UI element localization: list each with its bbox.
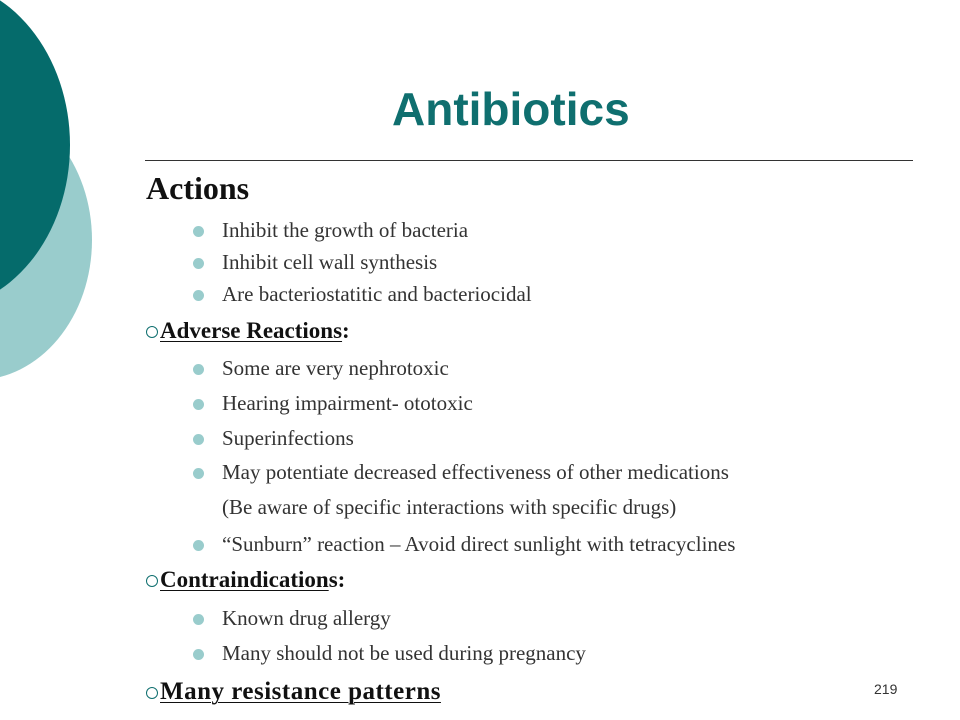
title-divider [145,160,913,161]
contraindications-heading: Contraindications: [146,568,345,591]
bullet-text: Many should not be used during pregnancy [222,641,586,665]
bullet-text: Inhibit the growth of bacteria [222,218,469,242]
bullet-text: Superinfections [222,426,354,450]
list-item [222,608,391,629]
bullet-dot-icon [193,540,204,551]
list-item [222,358,449,379]
list-item [222,643,586,664]
slide-title: Antibiotics [392,83,630,135]
bullet-text: Known drug allergy [222,606,391,630]
list-item [222,252,437,273]
ring-bullet-icon [146,326,158,338]
page-number: 219 [874,681,898,697]
ring-bullet-icon [146,575,158,587]
bullet-dot-icon [193,399,204,410]
bullet-dot-icon [193,614,204,625]
list-item [222,220,468,241]
resistance-heading: Many resistance patterns [146,679,441,704]
bullet-text: Some are very nephrotoxic [222,356,449,380]
bullet-dot-icon [193,258,204,269]
bullet-dot-icon [193,290,204,301]
bullet-dot-icon [193,468,204,479]
ring-bullet-icon [146,687,158,699]
bullet-text: Inhibit cell wall synthesis [222,250,438,274]
bullet-dot-icon [193,364,204,375]
list-item [222,462,729,483]
bullet-text: May potentiate decreased effectiveness of other medications [222,460,729,484]
bullet-text: “Sunburn” reaction – Avoid direct sunlight with tetracyclines [222,532,736,556]
bullet-text: Hearing impairment- ototoxic [222,391,473,415]
list-item [222,284,532,305]
list-item [222,534,735,555]
bullet-dot-icon [193,226,204,237]
adverse-reactions-heading: Adverse Reactions: [146,319,350,342]
list-item-continuation [222,497,676,518]
bullet-dot-icon [193,434,204,445]
bullet-dot-icon [193,649,204,660]
bullet-text: Are bacteriostatitic and bacteriocidal [222,282,532,306]
list-item [222,393,473,414]
actions-heading: Actions [146,170,250,206]
bullet-text: (Be aware of specific interactions with specific drugs) [222,495,677,519]
list-item [222,428,354,449]
